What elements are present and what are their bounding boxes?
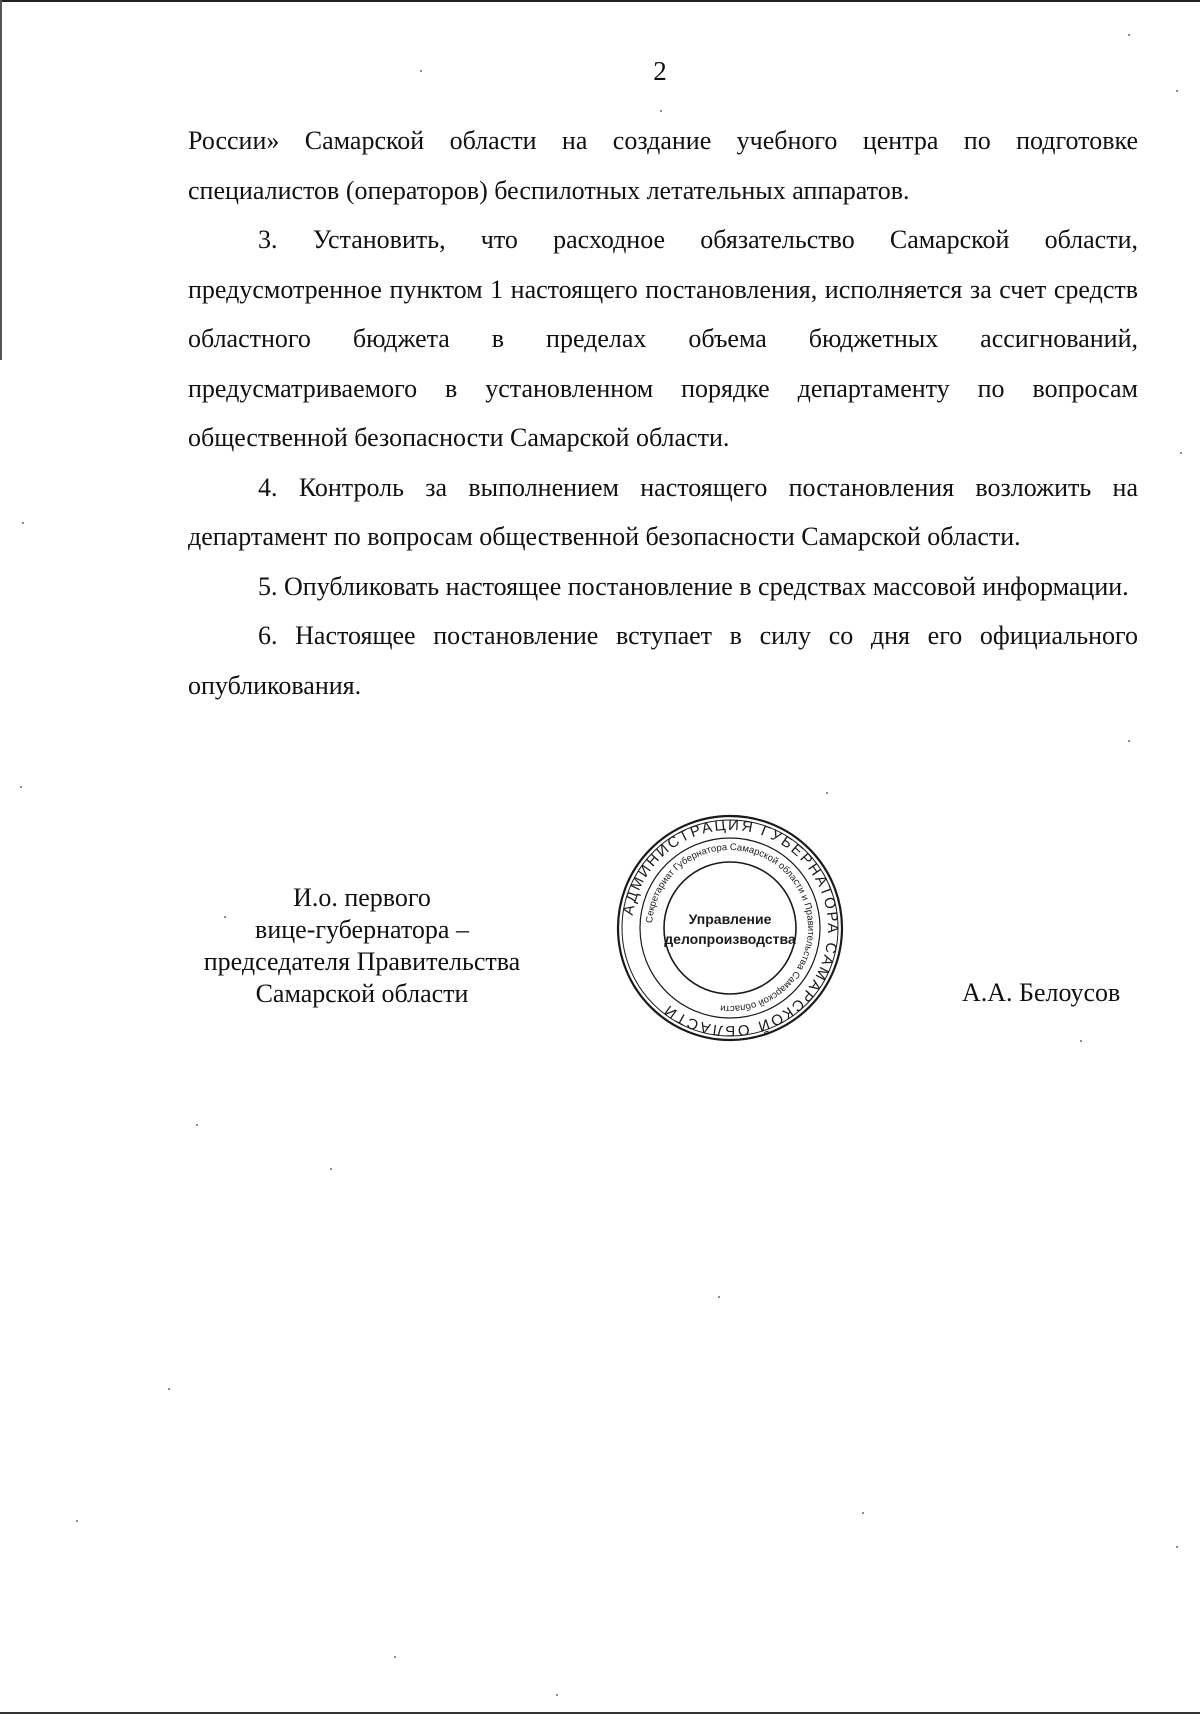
paragraph-text: предусматриваемого в установленном порядке департаменту по вопросам [188,373,1138,403]
paragraph-text: предусмотренное пунктом 1 настоящего постановления, исполняется за счет [188,274,1047,304]
scan-speck [22,522,24,524]
paragraph-continuation [188,116,1138,215]
paragraph-text: 3. Установить, что расходное обязательство Самарской области, [258,225,1138,254]
stamp-middle-ring [640,838,820,1018]
scan-speck [420,70,422,72]
scan-speck [394,1656,396,1658]
paragraph-text: общественной безопасности Самарской области. [188,423,730,452]
paragraph-text: на департамент по вопросам общественной безопасности Самарской области. [188,472,1139,551]
paragraph-text: опубликования. [188,670,362,700]
scan-speck [1180,452,1182,454]
signer-name: А.А. Белоусов [962,978,1121,1007]
scan-speck [1176,1546,1178,1548]
scan-speck [1128,34,1130,36]
scan-speck [1128,740,1130,742]
scan-edge-left [0,0,2,360]
official-seal-stamp [614,812,846,1044]
page-number: 2 [653,56,667,86]
paragraph-text: средств областного бюджета в пределах объема бюджетных ассигнований, [188,274,1139,353]
paragraph-text: 5. Опубликовать настоящее постановление в средствах массовой [258,571,976,601]
paragraph-item-3 [188,215,1138,463]
stamp-outer-text: АДМИНИСТРАЦИЯ ГУБЕРНАТОРА САМАРСКОЙ ОБЛАСТИ [619,816,842,1040]
scan-edge-top [0,0,1200,2]
paragraph-item-4 [188,463,1138,562]
scan-speck [718,1296,720,1298]
scan-speck [826,792,828,794]
scan-speck [1080,1040,1082,1042]
paragraph-text: информации. [982,571,1129,601]
paragraph-text: специалистов (операторов) беспилотных летательных аппаратов. [188,175,910,205]
paragraph-text: России» Самарской области на создание учебного центра по подготовке [188,126,1138,155]
scan-speck [660,110,662,112]
scan-speck [76,1520,78,1522]
paragraph-text: 6. Настоящее постановление вступает в силу со дня его официального [258,621,1138,650]
stamp-center-line-2: делопроизводства [664,931,796,947]
stamp-inner-ring [664,862,796,994]
scan-speck [224,916,226,918]
document-body [188,116,1138,710]
signatory-title-line: председателя Правительства [203,947,521,976]
scan-speck [862,1512,864,1514]
scan-speck [1176,90,1178,92]
signatory-title-line: вице-губернатора – [255,915,469,944]
paragraph-item-5 [188,562,1138,612]
signatory-title [172,882,552,1010]
scan-speck [168,1388,170,1390]
scan-speck [196,1124,198,1126]
signatory-title-line: Самарской области [255,979,469,1008]
signatory-title-line: И.о. первого [293,883,431,912]
scan-speck [330,1168,332,1170]
stamp-inner-text: Секретариат Губернатора Самарской области и Правительства Самарской области [644,841,817,1015]
paragraph-text: 4. Контроль за выполнением настоящего постановления возложить [258,472,1092,502]
paragraph-item-6 [188,611,1138,710]
scan-speck [20,786,22,788]
stamp-center-line-1: Управление [688,911,772,927]
scan-speck [556,1694,558,1696]
